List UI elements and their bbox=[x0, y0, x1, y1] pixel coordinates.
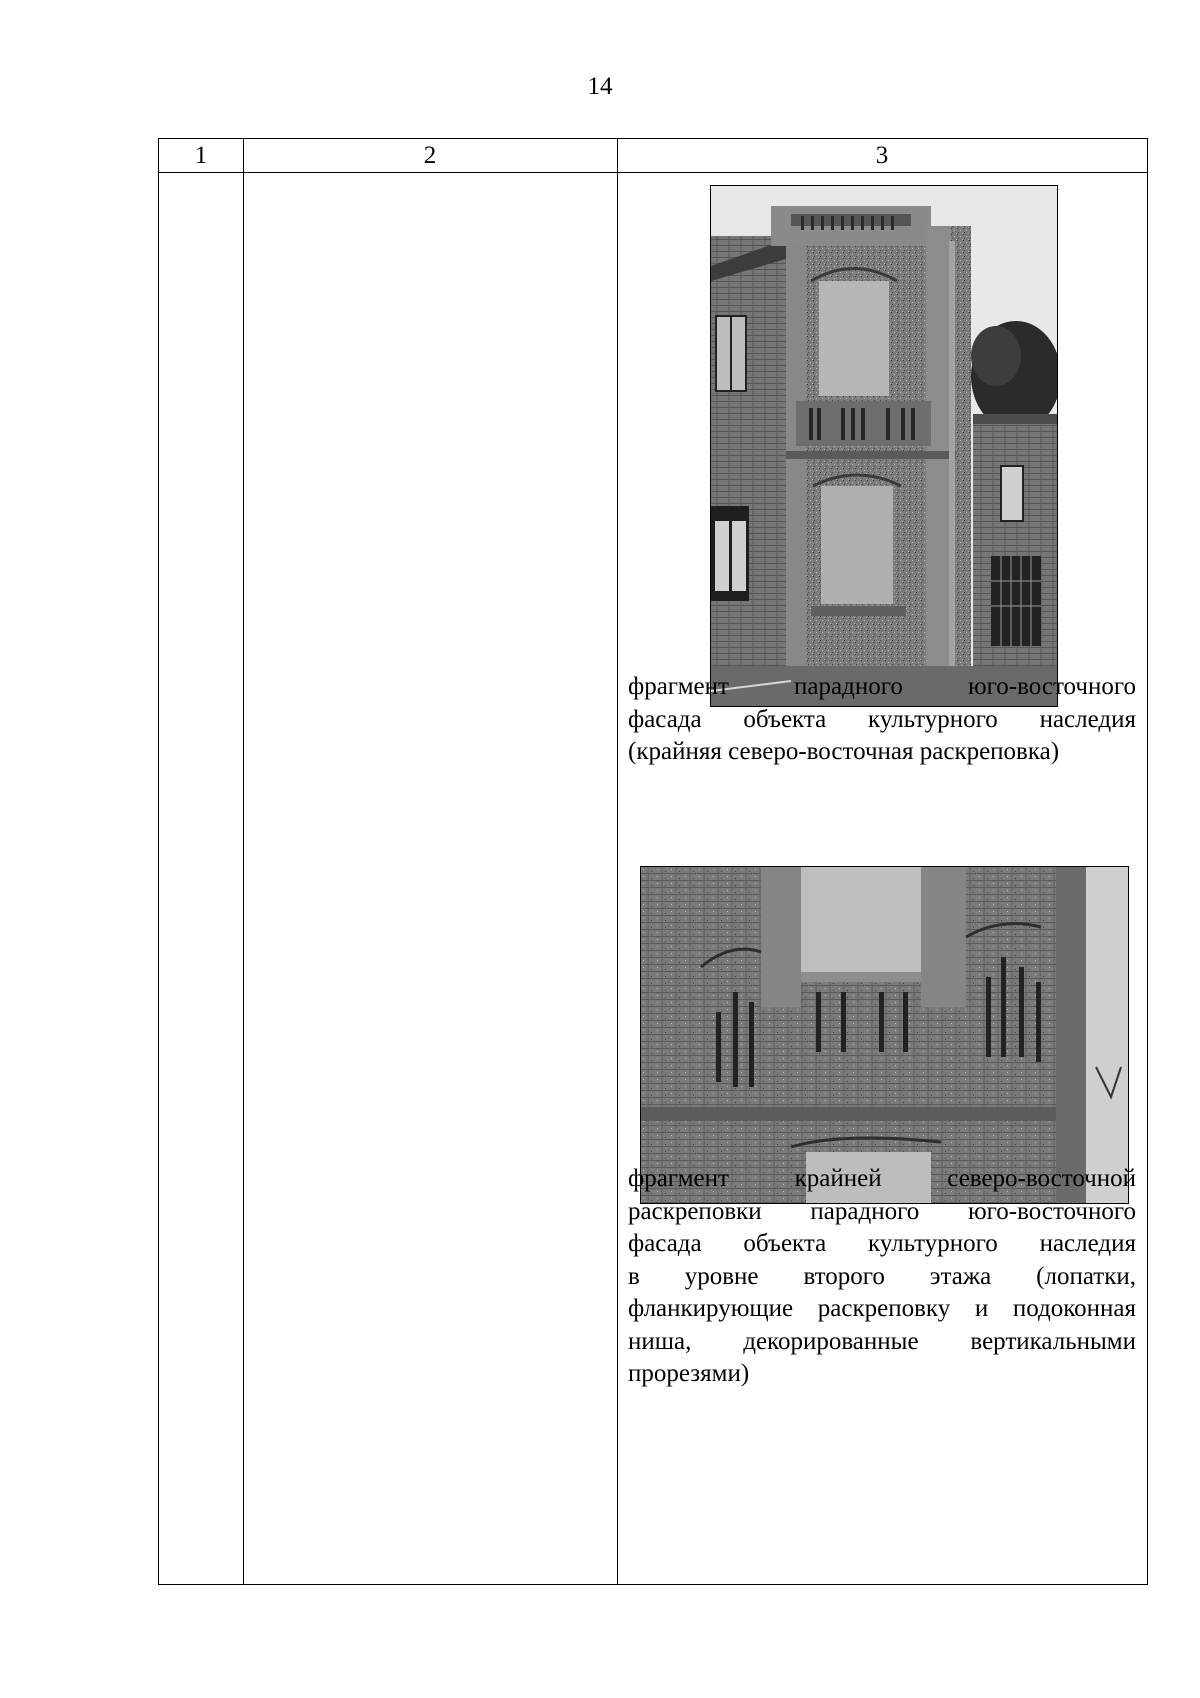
document-table bbox=[158, 138, 1148, 1585]
facade-detail-image bbox=[641, 867, 1128, 1203]
caption-line: в уровне второго этажа (лопатки, bbox=[628, 1262, 1136, 1290]
caption-line: фланкирующие раскреповку и подоконная bbox=[628, 1295, 1136, 1322]
caption-line: (крайняя северо-восточная раскреповка) bbox=[628, 738, 1060, 765]
table-header-row bbox=[159, 139, 1147, 173]
facade-detail-photo bbox=[640, 866, 1129, 1204]
building-facade-photo bbox=[710, 185, 1058, 707]
caption-line: фрагмент крайней северо-восточной bbox=[628, 1165, 1136, 1192]
page-number: 14 bbox=[587, 73, 613, 100]
photo-1-caption bbox=[628, 671, 1136, 769]
header-cell-1: 1 bbox=[194, 142, 208, 169]
column-divider-2 bbox=[617, 139, 618, 1584]
caption-line: раскреповки парадного юго-восточного bbox=[628, 1197, 1136, 1225]
building-facade-image bbox=[711, 186, 1057, 706]
caption-line: фрагмент парадного юго-восточного bbox=[628, 673, 1136, 700]
photo-2-caption bbox=[628, 1163, 1136, 1391]
caption-line: ниша, декорированные вертикальными bbox=[628, 1327, 1136, 1355]
header-cell-3: 3 bbox=[875, 142, 889, 169]
caption-line: фасада объекта культурного наследия bbox=[628, 1230, 1136, 1257]
caption-line: прорезями) bbox=[628, 1360, 750, 1387]
column-divider-1 bbox=[243, 139, 244, 1584]
header-cell-2: 2 bbox=[423, 142, 437, 169]
caption-line: фасада объекта культурного наследия bbox=[628, 705, 1136, 733]
